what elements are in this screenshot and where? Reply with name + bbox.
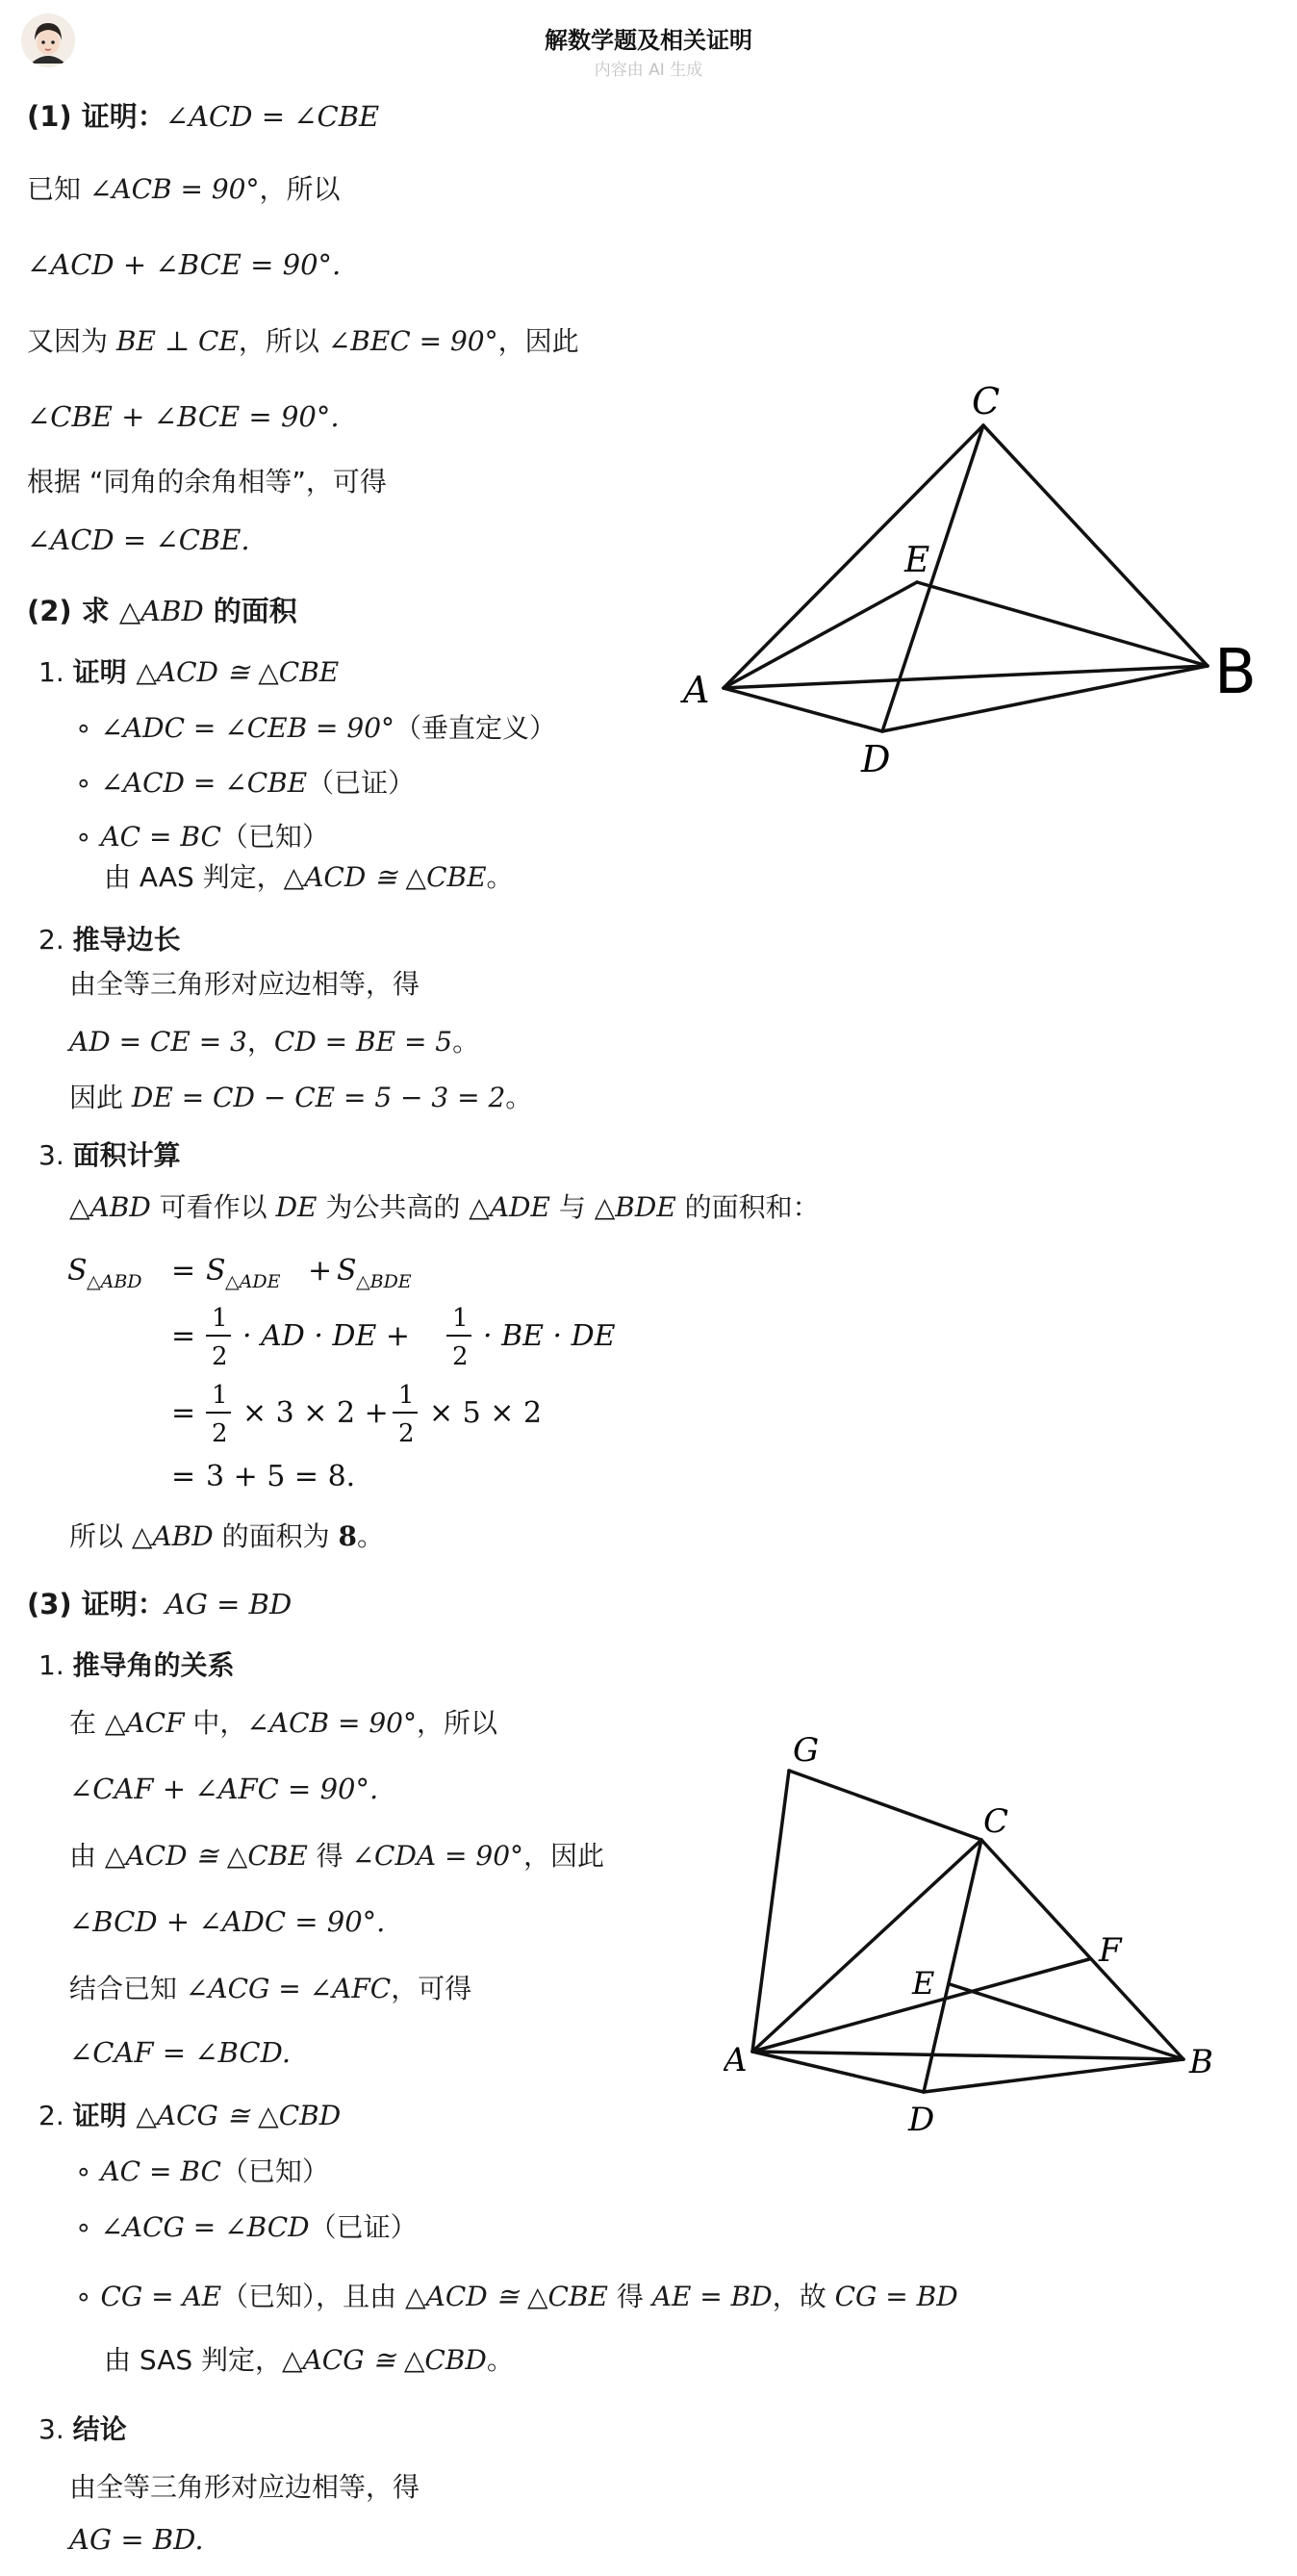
svg-text:+: + bbox=[308, 1254, 333, 1288]
svg-text:=: = bbox=[171, 1319, 196, 1353]
fig2-label-c: C bbox=[983, 1802, 1009, 1841]
part1-heading-label: (1) 证明： bbox=[27, 100, 165, 133]
fig1-label-b: B bbox=[1214, 637, 1257, 708]
svg-text:× 3 × 2 +: × 3 × 2 + bbox=[242, 1396, 389, 1430]
svg-text:S: S bbox=[206, 1254, 226, 1288]
svg-text:2: 2 bbox=[212, 1342, 228, 1371]
part3-step3-line1: 由全等三角形对应边相等，得 bbox=[69, 2471, 420, 2503]
ai-generated-note: 内容由 AI 生成 bbox=[594, 61, 703, 80]
svg-text:· AD · DE +: · AD · DE + bbox=[242, 1319, 411, 1353]
part3-sas-conclusion: 由 SAS 判定，△ACG ≅ △CBD。 bbox=[104, 2344, 514, 2376]
svg-text:△ADE: △ADE bbox=[225, 1271, 281, 1292]
part1-line4: ∠CBE + ∠BCE = 90°. bbox=[27, 400, 340, 433]
svg-text:· BE · DE: · BE · DE bbox=[483, 1319, 616, 1353]
part3-line5: 结合已知 ∠ACG = ∠AFC，可得 bbox=[69, 1973, 472, 2004]
part3-bullet2: ∘ ∠ACG = ∠BCD（已证） bbox=[75, 2211, 418, 2243]
part3-step2: 2. 证明 △ACG ≅ △CBD bbox=[38, 2100, 342, 2131]
fig1-label-a: A bbox=[683, 669, 710, 711]
svg-text:1: 1 bbox=[212, 1381, 228, 1410]
part2-bullet1: ∘ ∠ADC = ∠CEB = 90°（垂直定义） bbox=[75, 712, 557, 744]
part1-line6: ∠ACD = ∠CBE. bbox=[27, 523, 250, 556]
svg-text:S: S bbox=[67, 1254, 88, 1288]
fig1-label-e: E bbox=[904, 541, 930, 580]
svg-text:× 5 × 2: × 5 × 2 bbox=[429, 1396, 543, 1430]
part2-step2-line2: AD = CE = 3，CD = BE = 5。 bbox=[69, 1026, 480, 1058]
part2-step2-line1: 由全等三角形对应边相等，得 bbox=[69, 968, 420, 1000]
part3-heading: (3) 证明：AG = BD bbox=[27, 1588, 292, 1620]
page-title: 解数学题及相关证明 bbox=[545, 27, 752, 54]
part2-step3: 3. 面积计算 bbox=[38, 1139, 181, 1171]
part3-line6: ∠CAF = ∠BCD. bbox=[69, 2036, 292, 2069]
svg-text:=: = bbox=[171, 1460, 196, 1493]
part2-bullet2: ∘ ∠ACD = ∠CBE（已证） bbox=[75, 767, 416, 799]
fig1-label-c: C bbox=[972, 380, 1001, 422]
part3-line2: ∠CAF + ∠AFC = 90°. bbox=[69, 1773, 379, 1805]
fig2-label-f: F bbox=[1099, 1931, 1122, 1970]
svg-text:=: = bbox=[171, 1396, 196, 1430]
part2-aas-conclusion: 由 AAS 判定，△ACD ≅ △CBE。 bbox=[104, 861, 514, 893]
part2-step2: 2. 推导边长 bbox=[38, 924, 181, 956]
part1-line1: 已知 ∠ACB = 90°，所以 bbox=[27, 173, 341, 205]
svg-text:2: 2 bbox=[398, 1419, 415, 1448]
part3-final: AG = BD. bbox=[69, 2523, 204, 2556]
part1-line5: 根据 “同角的余角相等”，可得 bbox=[27, 466, 387, 497]
part3-line3: 由 △ACD ≅ △CBE 得 ∠CDA = 90°，因此 bbox=[69, 1840, 605, 1872]
fig2-label-g: G bbox=[793, 1731, 820, 1770]
svg-text:2: 2 bbox=[212, 1419, 228, 1448]
part1-heading-math: ∠ACD = ∠CBE bbox=[165, 100, 380, 133]
figure1-diagram bbox=[674, 375, 1289, 799]
part1-heading bbox=[27, 100, 379, 134]
figure2-diagram bbox=[724, 1722, 1243, 2146]
part2-heading: (2) 求 △ABD 的面积 bbox=[27, 595, 297, 627]
part2-conclusion: 所以 △ABD 的面积为 8。 bbox=[69, 1520, 384, 1552]
part1-line2: ∠ACD + ∠BCE = 90°. bbox=[27, 248, 342, 281]
fig2-label-e: E bbox=[912, 1965, 935, 2002]
fig2-label-d: D bbox=[908, 2101, 935, 2139]
part2-step2-line3: 因此 DE = CD − CE = 5 − 3 = 2。 bbox=[69, 1082, 533, 1113]
part3-step3: 3. 结论 bbox=[38, 2413, 127, 2445]
svg-text:1: 1 bbox=[212, 1304, 228, 1333]
fig2-label-b: B bbox=[1189, 2043, 1213, 2081]
svg-text:△BDE: △BDE bbox=[356, 1271, 412, 1292]
svg-text:1: 1 bbox=[398, 1381, 415, 1410]
part1-line3: 又因为 BE ⊥ CE，所以 ∠BEC = 90°，因此 bbox=[27, 325, 579, 357]
fig2-label-a: A bbox=[724, 2041, 748, 2079]
svg-text:S: S bbox=[337, 1254, 357, 1288]
part2-step3-intro: △ABD 可看作以 DE 为公共高的 △ADE 与 △BDE 的面积和： bbox=[69, 1191, 820, 1223]
part2-bullet3: ∘ AC = BC（已知） bbox=[75, 821, 329, 853]
svg-text:△ABD: △ABD bbox=[87, 1271, 142, 1292]
part3-bullet1: ∘ AC = BC（已知） bbox=[75, 2155, 329, 2187]
fig1-label-d: D bbox=[861, 738, 891, 780]
part2-step1: 1. 证明 △ACD ≅ △CBE bbox=[38, 656, 340, 688]
part3-bullet3: ∘ CG = AE（已知），且由 △ACD ≅ △CBE 得 AE = BD，故 CG = BD bbox=[75, 2281, 958, 2312]
svg-text:3 + 5 = 8.: 3 + 5 = 8. bbox=[206, 1460, 356, 1493]
svg-text:1: 1 bbox=[452, 1304, 469, 1333]
part3-line4: ∠BCD + ∠ADC = 90°. bbox=[69, 1905, 386, 1938]
area-equation bbox=[65, 1241, 662, 1501]
svg-text:2: 2 bbox=[452, 1342, 469, 1371]
svg-text:=: = bbox=[171, 1254, 196, 1288]
area-value: 8 bbox=[338, 1520, 357, 1552]
part3-line1: 在 △ACF 中，∠ACB = 90°，所以 bbox=[69, 1707, 498, 1739]
part3-step1: 1. 推导角的关系 bbox=[38, 1649, 235, 1681]
